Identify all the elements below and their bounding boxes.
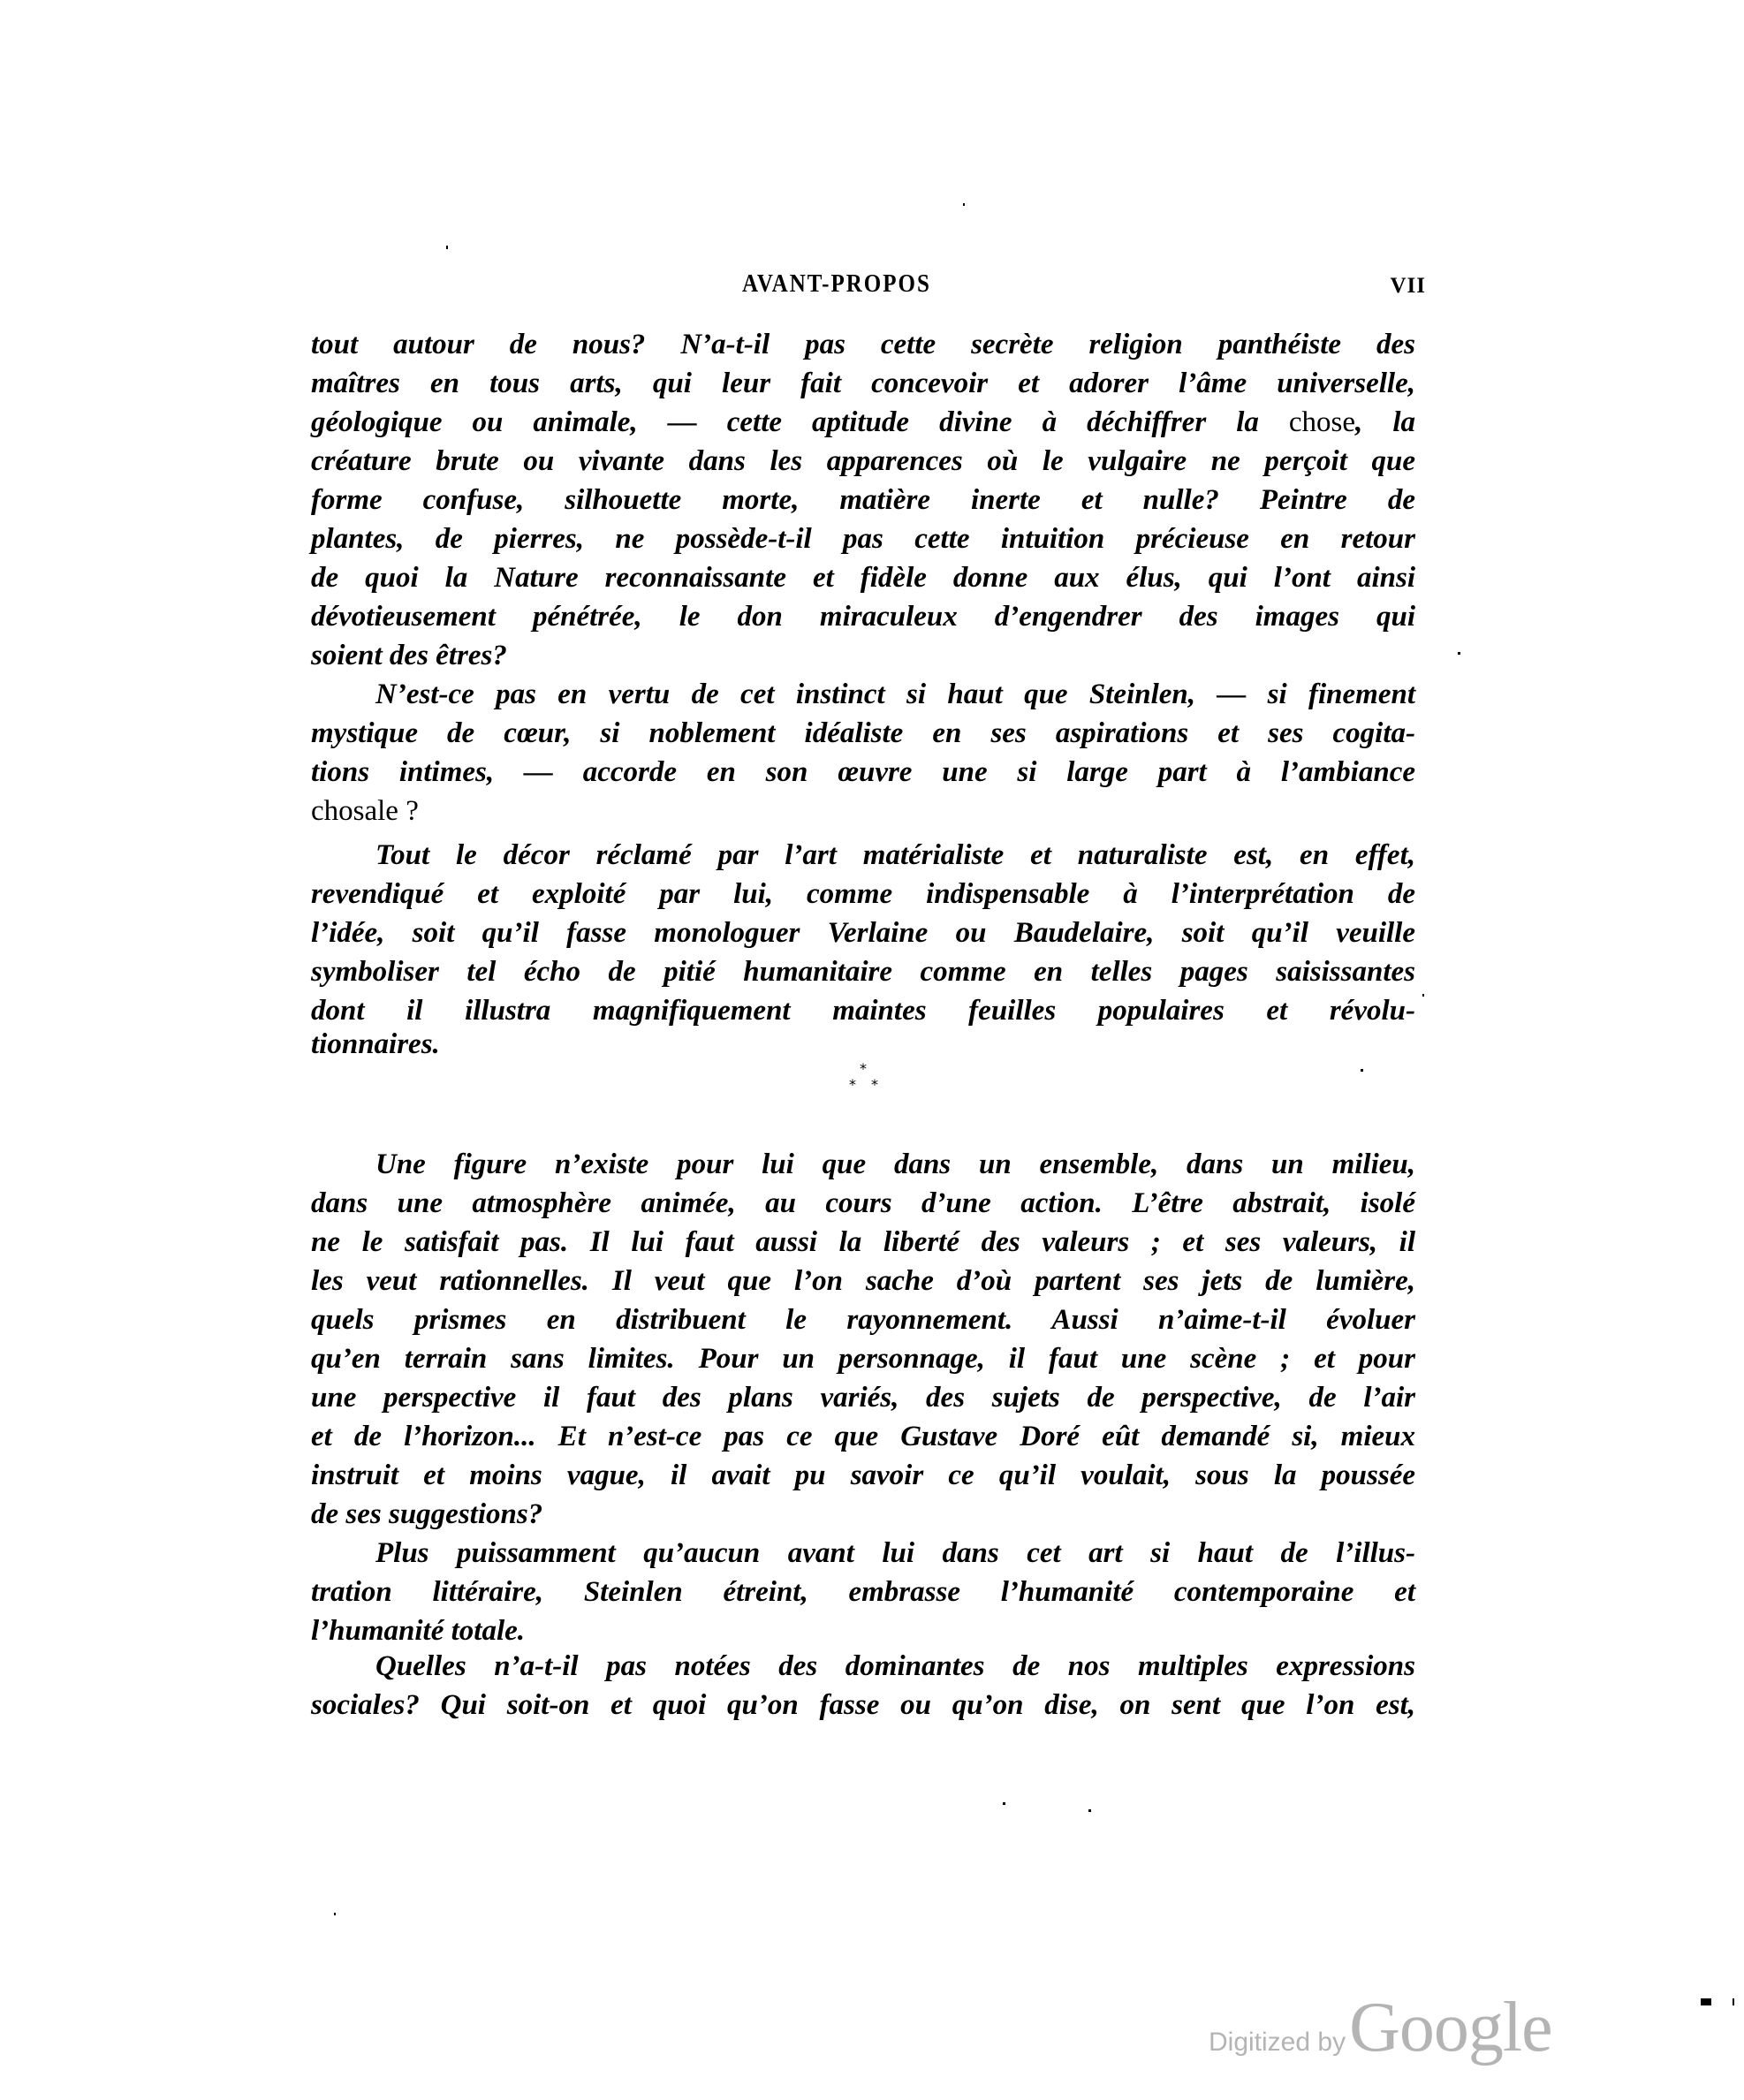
scan-speck [1422, 994, 1424, 997]
text-line [311, 403, 1415, 442]
text-line: maîtres en tous arts, qui leur fait concevoir et adorer l’âme universelle, [311, 368, 1415, 399]
asterism-star: * [860, 1060, 867, 1077]
scan-mark [1733, 1998, 1734, 2005]
text-fragment: , la [1355, 406, 1415, 438]
text-line: dévotieusement pénétrée, le don miraculeux d’engendrer des images qui [311, 601, 1415, 633]
text-line: créature brute ou vivante dans les apparences où le vulgaire ne perçoit que [311, 445, 1415, 477]
text-line: forme confuse, silhouette morte, matière inerte et nulle? Peintre de [311, 484, 1415, 516]
paragraph-first-line: N’est-ce pas en vertu de cet instinct si haut que Steinlen, — si finement [375, 679, 1415, 710]
scan-speck [1361, 1069, 1363, 1072]
asterism-section-break [844, 1060, 888, 1104]
page-number: VII [1390, 274, 1426, 298]
scan-speck [446, 246, 448, 249]
text-line: mystique de cœur, si noblement idéaliste en ses aspirations et ses cogita- [311, 717, 1415, 749]
text-line: tions intimes, — accorde en son œuvre une si large part à l’ambiance [311, 756, 1415, 788]
paragraph-first-line: Quelles n’a-t-il pas notées des dominantes de nos multiples expressions [375, 1650, 1415, 1682]
running-head [311, 270, 1426, 300]
scan-mark [1701, 1998, 1711, 2005]
text-fragment: géologique ou animale, — cette aptitude divine à déchiffrer la [311, 406, 1289, 438]
text-line: plantes, de pierres, ne possède-t-il pas cette intuition précieuse en retour [311, 523, 1415, 555]
text-line: ne le satisfait pas. Il lui faut aussi la liberté des valeurs ; et ses valeurs, il [311, 1226, 1415, 1258]
text-line: dans une atmosphère animée, au cours d’une action. L’être abstrait, isolé [311, 1187, 1415, 1219]
text-line: tration littéraire, Steinlen étreint, embrasse l’humanité contemporaine et [311, 1576, 1415, 1608]
scan-speck [334, 1913, 336, 1915]
text-line: tout autour de nous? N’a-t-il pas cette secrète religion panthéiste des [311, 329, 1415, 360]
upright-word: chose [1288, 406, 1356, 438]
text-line: de ses suggestions? [311, 1498, 543, 1530]
scan-speck [963, 203, 965, 206]
text-line: qu’en terrain sans limites. Pour un personnage, il faut une scène ; et pour [311, 1343, 1415, 1375]
text-line: l’humanité totale. [311, 1615, 526, 1647]
text-line: chosale ? [311, 795, 419, 827]
paragraph-first-line: Plus puissamment qu’aucun avant lui dans cet art si haut de l’illus- [375, 1537, 1415, 1569]
paragraph-first-line: Tout le décor réclamé par l’art matérialiste et naturaliste est, en effet, [375, 839, 1415, 871]
google-logo-text: Google [1349, 1989, 1552, 2066]
text-line: soient des êtres? [311, 640, 507, 671]
text-line: et de l’horizon... Et n’est-ce pas ce que Gustave Doré eût demandé si, mieux [311, 1421, 1415, 1452]
asterism-star: * [849, 1076, 856, 1093]
asterism-star: * [871, 1076, 878, 1093]
text-line: tionnaires. [311, 1028, 440, 1060]
running-head-title: AVANT-PROPOS [742, 269, 931, 298]
text-line: dont il illustra magnifiquement maintes feuilles populaires et révolu- [311, 995, 1415, 1027]
watermark-prefix: Digitized by [1209, 2028, 1346, 2057]
text-line: les veut rationnelles. Il veut que l’on sache d’où partent ses jets de lumière, [311, 1265, 1415, 1297]
text-line: instruit et moins vague, il avait pu savoir ce qu’il voulait, sous la poussée [311, 1459, 1415, 1491]
text-line: revendiqué et exploité par lui, comme indispensable à l’interprétation de [311, 878, 1415, 910]
text-line: de quoi la Nature reconnaissante et fidèle donne aux élus, qui l’ont ainsi [311, 562, 1415, 594]
text-line: quels prismes en distribuent le rayonnement. Aussi n’aime-t-il évoluer [311, 1304, 1415, 1336]
scan-speck [1088, 1809, 1091, 1812]
scan-speck [1458, 652, 1460, 655]
text-line: une perspective il faut des plans variés, des sujets de perspective, de l’air [311, 1382, 1415, 1414]
text-line: l’idée, soit qu’il fasse monologuer Verlaine ou Baudelaire, soit qu’il veuille [311, 917, 1415, 949]
digitized-by-google-watermark [1209, 1988, 1552, 2085]
text-line: sociales? Qui soit-on et quoi qu’on fasse ou qu’on dise, on sent que l’on est, [311, 1689, 1415, 1721]
text-line: symboliser tel écho de pitié humanitaire comme en telles pages saisissantes [311, 956, 1415, 988]
paragraph-first-line: Une figure n’existe pour lui que dans un ensemble, dans un milieu, [375, 1149, 1415, 1180]
scan-speck [1003, 1802, 1005, 1805]
